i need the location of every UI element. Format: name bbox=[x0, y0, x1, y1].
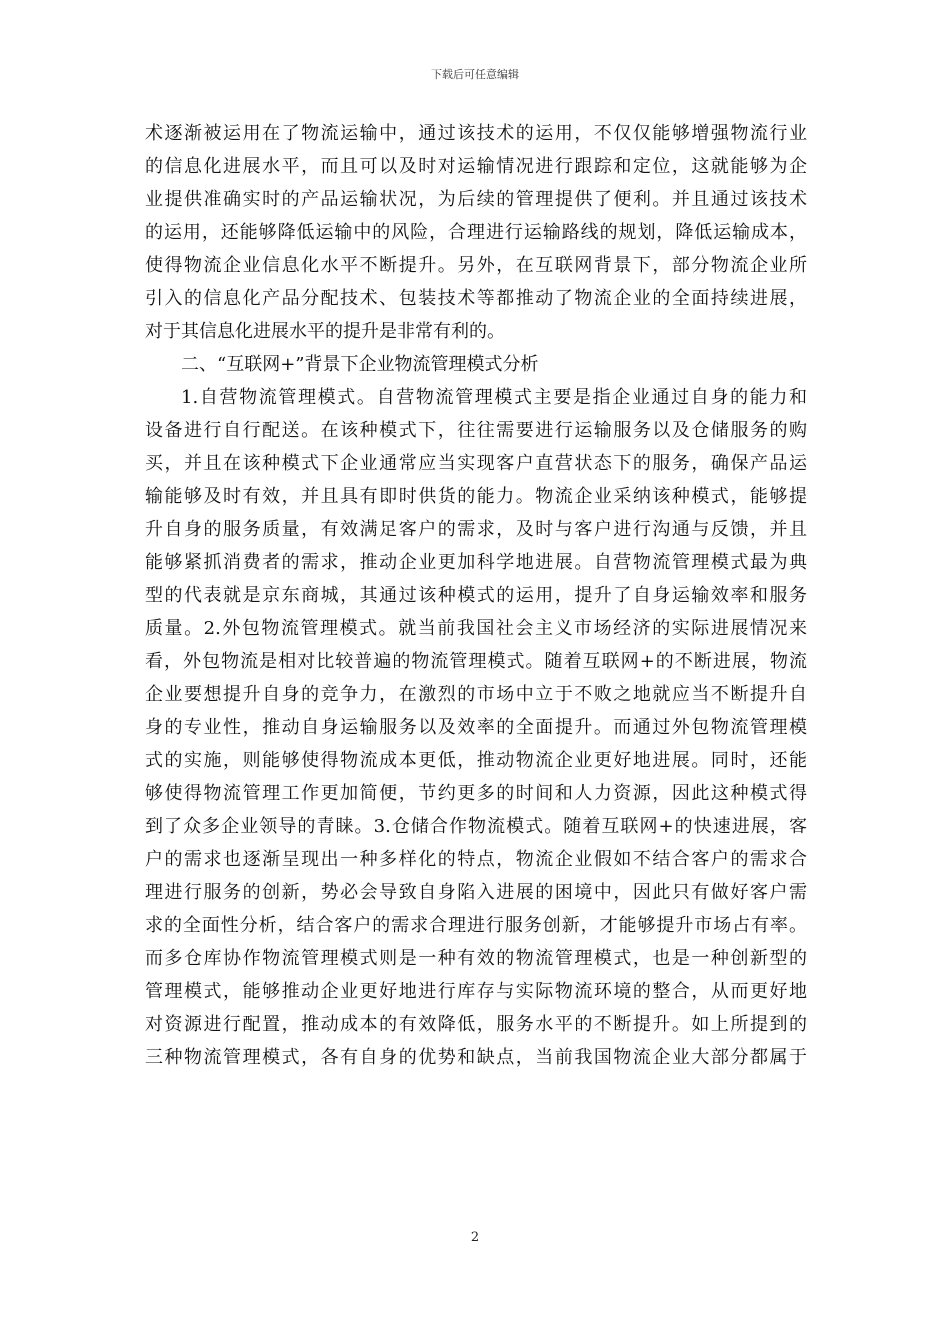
text-line: 对资源进行配置，推动成本的有效降低，服务水平的不断提升。如上所提到的 bbox=[145, 1014, 807, 1035]
text-line: 能够紧抓消费者的需求，推动企业更加科学地进展。自营物流管理模式最为典 bbox=[145, 552, 807, 573]
text-line: 理进行服务的创新，势必会导致自身陷入进展的困境中，因此只有做好客户需 bbox=[145, 882, 807, 903]
text-line: 企业要想提升自身的竞争力，在激烈的市场中立于不败之地就应当不断提升自 bbox=[145, 684, 807, 705]
text-line: 求的全面性分析，结合客户的需求合理进行服务创新，才能够提升市场占有率。 bbox=[145, 915, 807, 936]
text-line: 看，外包物流是相对比较普遍的物流管理模式。随着互联网+的不断进展，物流 bbox=[145, 651, 807, 672]
document-body bbox=[145, 117, 807, 1074]
text-line: 术逐渐被运用在了物流运输中，通过该技术的运用，不仅仅能够增强物流行业 bbox=[145, 123, 807, 144]
section-heading: 二、“互联网+”背景下企业物流管理模式分析 bbox=[181, 354, 539, 375]
text-line: 式的实施，则能够使得物流成本更低，推动物流企业更好地进展。同时，还能 bbox=[145, 750, 807, 771]
text-line: 1.自营物流管理模式。自营物流管理模式主要是指企业通过自身的能力和 bbox=[181, 387, 807, 408]
text-line: 三种物流管理模式，各有自身的优势和缺点，当前我国物流企业大部分都属于 bbox=[145, 1047, 807, 1068]
text-line: 业提供准确实时的产品运输状况，为后续的管理提供了便利。并且通过该技术 bbox=[145, 189, 807, 210]
text-line: 的运用，还能够降低运输中的风险，合理进行运输路线的规划，降低运输成本， bbox=[145, 222, 807, 243]
text-line: 型的代表就是京东商城，其通过该种模式的运用，提升了自身运输效率和服务 bbox=[145, 585, 807, 606]
text-line: 输能够及时有效，并且具有即时供货的能力。物流企业采纳该种模式，能够提 bbox=[145, 486, 807, 507]
text-line: 的信息化进展水平，而且可以及时对运输情况进行跟踪和定位，这就能够为企 bbox=[145, 156, 807, 177]
text-line: 设备进行自行配送。在该种模式下，往往需要进行运输服务以及仓储服务的购 bbox=[145, 420, 807, 441]
text-line: 质量。2.外包物流管理模式。就当前我国社会主义市场经济的实际进展情况来 bbox=[145, 618, 807, 639]
page-number: 2 bbox=[470, 1230, 480, 1245]
text-line: 够使得物流管理工作更加简便，节约更多的时间和人力资源，因此这种模式得 bbox=[145, 783, 807, 804]
text-line: 升自身的服务质量，有效满足客户的需求，及时与客户进行沟通与反馈，并且 bbox=[145, 519, 807, 540]
page-header: 下载后可任意编辑 bbox=[431, 68, 519, 81]
text-line: 到了众多企业领导的青睐。3.仓储合作物流模式。随着互联网+的快速进展，客 bbox=[145, 816, 807, 837]
text-line: 引入的信息化产品分配技术、包装技术等都推动了物流企业的全面持续进展， bbox=[145, 288, 807, 309]
text-line: 身的专业性，推动自身运输服务以及效率的全面提升。而通过外包物流管理模 bbox=[145, 717, 807, 738]
text-line: 户的需求也逐渐呈现出一种多样化的特点，物流企业假如不结合客户的需求合 bbox=[145, 849, 807, 870]
text-line: 使得物流企业信息化水平不断提升。另外，在互联网背景下，部分物流企业所 bbox=[145, 255, 807, 276]
text-line: 买，并且在该种模式下企业通常应当实现客户直营状态下的服务，确保产品运 bbox=[145, 453, 807, 474]
text-line: 管理模式，能够推动企业更好地进行库存与实际物流环境的整合，从而更好地 bbox=[145, 981, 807, 1002]
text-line: 对于其信息化进展水平的提升是非常有利的。 bbox=[145, 321, 505, 342]
text-line: 而多仓库协作物流管理模式则是一种有效的物流管理模式，也是一种创新型的 bbox=[145, 948, 807, 969]
